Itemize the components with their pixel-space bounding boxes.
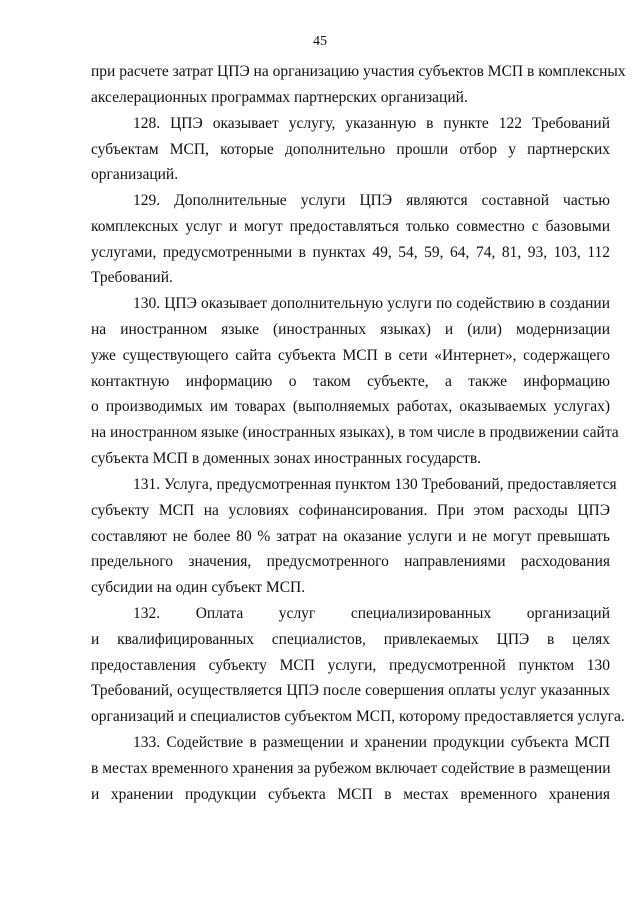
- text-line: составляют не более 80 % затрат на оказание услуги и не могут превышать: [91, 528, 610, 545]
- text-line: субъекту МСП на условиях софинансирования. При этом расходы ЦПЭ: [91, 502, 610, 519]
- text-line: на иностранном языке (иностранных языках) и (или) модернизации: [91, 321, 610, 338]
- text-line: акселерационных программах партнерских организаций.: [91, 89, 468, 106]
- text-line: организаций и специалистов субъектом МСП, которому предоставляется услуга.: [91, 708, 625, 725]
- text-line: в местах временного хранения за рубежом включает содействие в размещении: [91, 760, 611, 777]
- text-line: 133. Содействие в размещении и хранении продукции субъекта МСП: [133, 734, 610, 751]
- text-line: Требований, осуществляется ЦПЭ после совершения оплаты услуг указанных: [91, 682, 610, 699]
- text-line: субсидии на один субъект МСП.: [91, 579, 306, 596]
- text-line: и хранении продукции субъекта МСП в местах временного хранения: [91, 786, 610, 803]
- text-line: Требований.: [91, 269, 173, 286]
- text-line: контактную информацию о таком субъекте, а также информацию: [91, 373, 610, 390]
- text-line: о производимых им товарах (выполняемых работах, оказываемых услугах): [91, 398, 610, 415]
- page-number: 45: [313, 34, 327, 49]
- text-line: услугами, предусмотренными в пунктах 49, 54, 59, 64, 74, 81, 93, 103, 112: [91, 244, 610, 261]
- text-line: предельного значения, предусмотренного направлениями расходования: [91, 553, 610, 570]
- text-line: 132. Оплата услуг специализированных организаций: [133, 605, 610, 622]
- text-line: на иностранном языке (иностранных языках), в том числе в продвижении сайта: [91, 424, 619, 441]
- text-line: организаций.: [91, 166, 179, 183]
- text-line: при расчете затрат ЦПЭ на организацию участия субъектов МСП в комплексных: [91, 63, 626, 80]
- text-line: 128. ЦПЭ оказывает услугу, указанную в пункте 122 Требований: [133, 115, 610, 132]
- text-line: уже существующего сайта субъекта МСП в сети «Интернет», содержащего: [91, 347, 610, 364]
- text-line: 131. Услуга, предусмотренная пунктом 130 Требований, предоставляется: [133, 476, 617, 493]
- text-line: предоставления субъекту МСП услуги, предусмотренной пунктом 130: [91, 657, 610, 674]
- text-line: комплексных услуг и могут предоставляться только совместно с базовыми: [91, 218, 610, 235]
- text-line: субъекта МСП в доменных зонах иностранных государств.: [91, 450, 482, 467]
- text-line: и квалифицированных специалистов, привлекаемых ЦПЭ в целях: [91, 631, 610, 648]
- text-line: субъектам МСП, которые дополнительно прошли отбор у партнерских: [91, 141, 610, 158]
- text-line: 130. ЦПЭ оказывает дополнительную услуги по содействию в создании: [133, 295, 610, 312]
- text-line: 129. Дополнительные услуги ЦПЭ являются составной частью: [133, 192, 610, 209]
